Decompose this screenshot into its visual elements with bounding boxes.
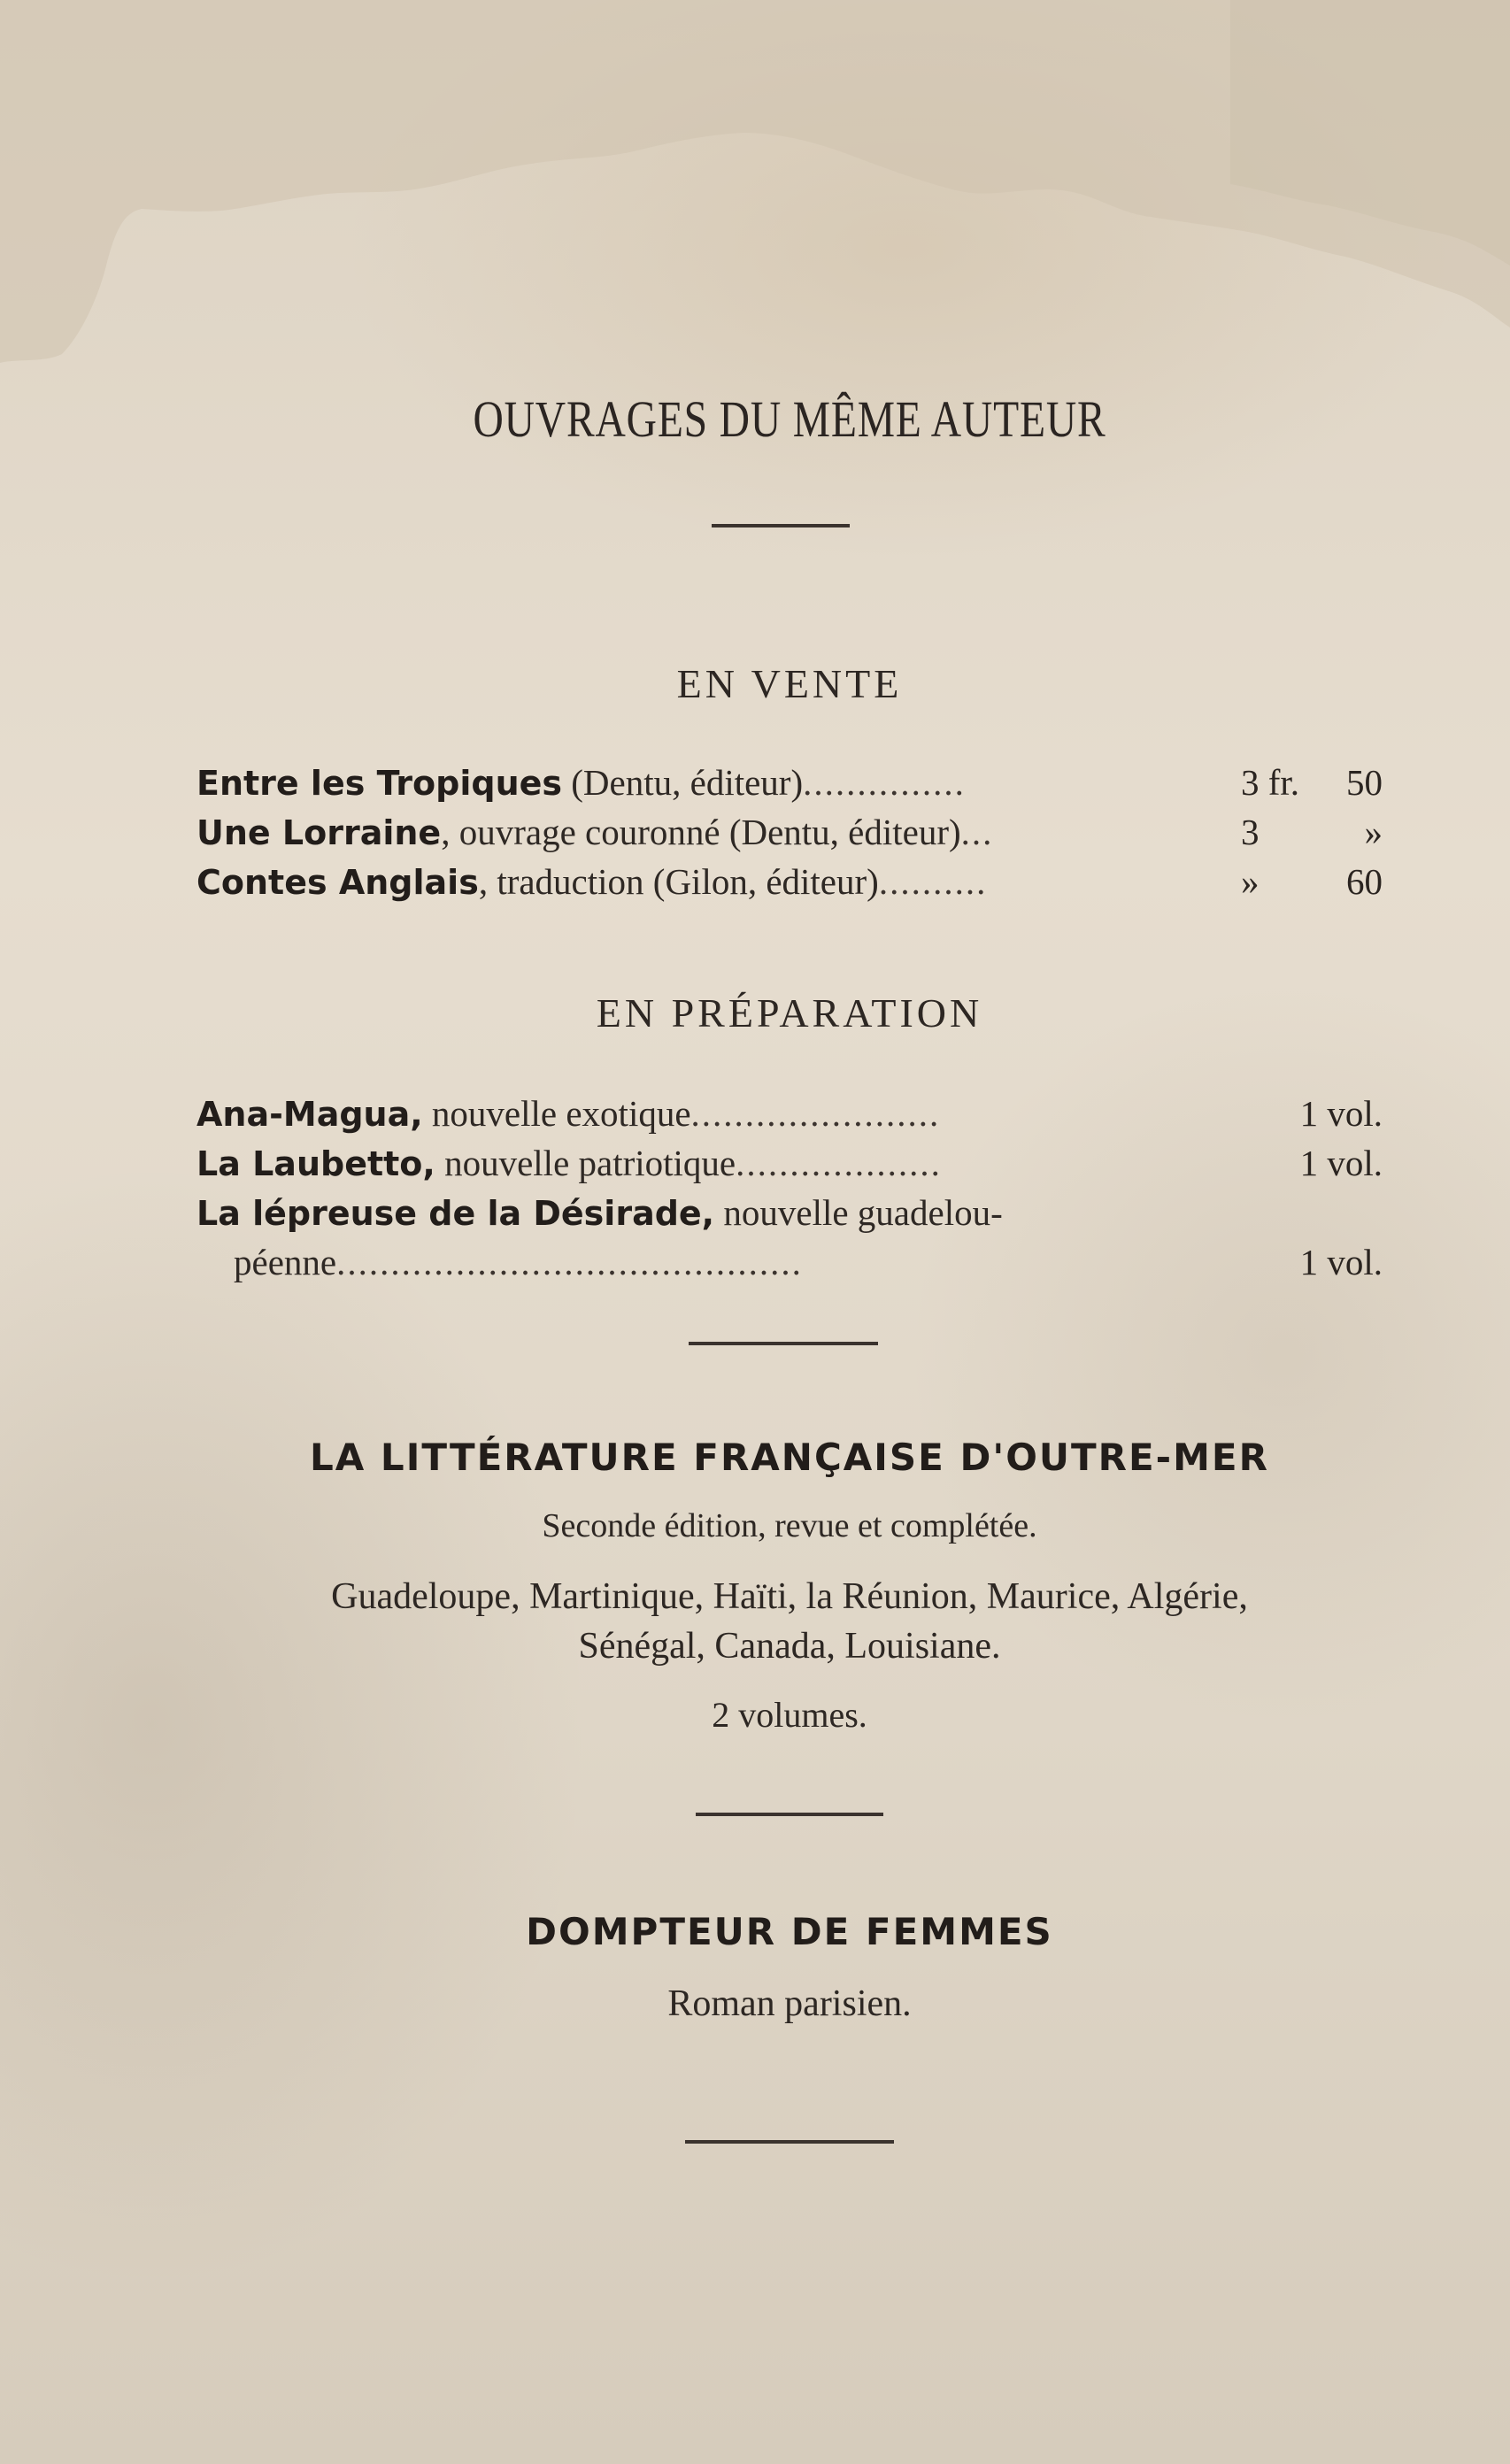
leader-dots: .......................: [690, 1093, 941, 1134]
work-subtitle: Roman parisien.: [667, 1983, 912, 2024]
volume-count: 2 volumes.: [712, 1695, 867, 1735]
torn-paper-edge: [0, 0, 1510, 372]
places-line-2: Sénégal, Canada, Louisiane.: [578, 1626, 1001, 1667]
price-centimes: 60: [1346, 861, 1383, 902]
work-title: Une Lorraine: [196, 813, 442, 852]
work-description: , traduction (Gilon, éditeur): [478, 861, 879, 902]
list-item: [196, 1089, 1383, 1138]
page-title: OUVRAGES DU MÊME AUTEUR: [473, 390, 1106, 448]
places-line-1: Guadeloupe, Martinique, Haïti, la Réunion, Maurice, Algérie,: [331, 1576, 1248, 1617]
list-item: [196, 807, 1383, 857]
work-title-litterature: LA LITTÉRATURE FRANÇAISE D'OUTRE-MER: [310, 1436, 1269, 1479]
list-item-continuation: [234, 1237, 1383, 1287]
price-centimes: »: [1364, 812, 1383, 852]
work-description-continuation: péenne: [234, 1242, 337, 1282]
work-description: nouvelle guadelou-: [714, 1192, 1003, 1233]
work-title: La Laubetto,: [196, 1144, 435, 1183]
volume-count: 1 vol.: [1299, 1143, 1383, 1183]
volume-count: 1 vol.: [1299, 1093, 1383, 1134]
work-title-dompteur: DOMPTEUR DE FEMMES: [526, 1910, 1053, 1953]
work-description: nouvelle patriotique: [435, 1143, 736, 1183]
price-francs: 3: [1241, 812, 1260, 852]
leader-dots: ...............: [803, 762, 966, 803]
edition-note: Seconde édition, revue et complétée.: [542, 1507, 1037, 1544]
work-title: Contes Anglais: [196, 863, 479, 902]
work-title: La lépreuse de la Désirade,: [196, 1194, 715, 1233]
price-francs: 3 fr.: [1241, 762, 1300, 803]
price-centimes: 50: [1346, 762, 1383, 803]
leader-dots: ..........: [878, 861, 988, 902]
list-item: [196, 758, 1383, 807]
work-description: (Dentu, éditeur): [562, 762, 804, 803]
work-title: Entre les Tropiques: [196, 764, 563, 803]
work-description: , ouvrage couronné (Dentu, éditeur): [441, 812, 961, 852]
price-francs: »: [1241, 861, 1260, 902]
divider: [696, 1813, 883, 1816]
leader-dots: ...: [960, 812, 994, 852]
divider: [689, 1342, 878, 1345]
volume-count: 1 vol.: [1299, 1242, 1383, 1282]
work-description: nouvelle exotique: [422, 1093, 691, 1134]
divider: [685, 2140, 894, 2144]
divider: [712, 524, 850, 527]
work-title: Ana-Magua,: [196, 1095, 423, 1134]
list-item: [196, 1188, 1383, 1237]
list-item: [196, 857, 1383, 906]
leader-dots: ...........................................: [336, 1242, 803, 1282]
section-heading-en-preparation: EN PRÉPARATION: [596, 990, 983, 1036]
list-item: [196, 1138, 1383, 1188]
leader-dots: ...................: [736, 1143, 942, 1183]
section-heading-en-vente: EN VENTE: [676, 661, 903, 706]
